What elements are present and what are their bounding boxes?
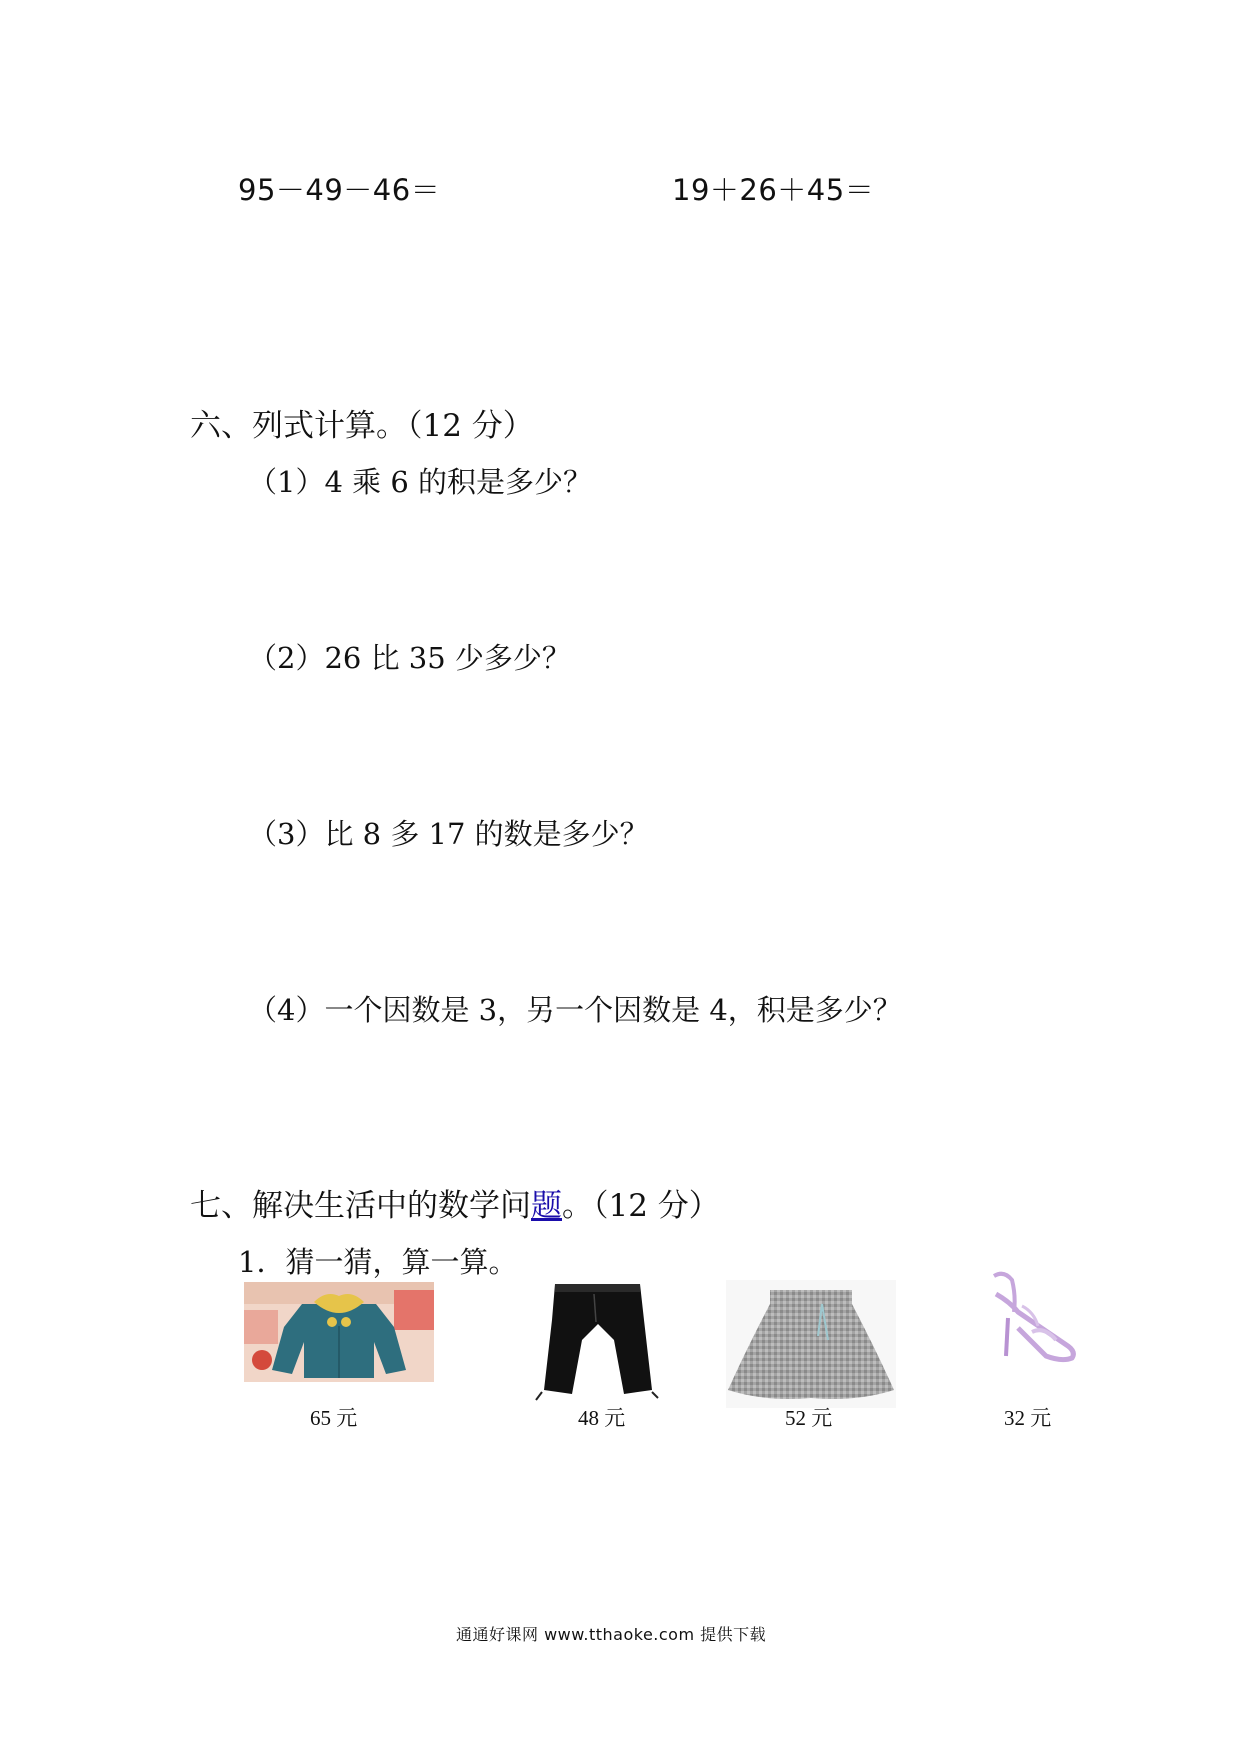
section-7-title-part2: 。（12 分） bbox=[562, 1188, 720, 1224]
section-7-title-link[interactable]: 题 bbox=[531, 1188, 562, 1224]
section-7-title bbox=[190, 1180, 720, 1225]
price-sweater: 65 元 bbox=[310, 1406, 358, 1430]
footer-text: 通通好课网 www.tthaoke.com 提供下载 bbox=[456, 1625, 767, 1644]
question-1: （1）4 乘 6 的积是多少？ bbox=[248, 465, 593, 499]
equation-1: 95－49－46＝ bbox=[238, 173, 441, 207]
question-3: （3）比 8 多 17 的数是多少？ bbox=[248, 817, 649, 851]
section-7-title-part1: 七、解决生活中的数学问 bbox=[190, 1188, 531, 1224]
high-heel-sandal-image bbox=[982, 1266, 1082, 1366]
price-sandal: 32 元 bbox=[1004, 1406, 1052, 1430]
skirt-image bbox=[726, 1280, 896, 1408]
sweater-image bbox=[244, 1282, 434, 1382]
price-skirt: 52 元 bbox=[785, 1406, 833, 1430]
question-2: （2）26 比 35 少多少？ bbox=[248, 641, 571, 675]
question-4: （4）一个因数是 3，另一个因数是 4，积是多少？ bbox=[248, 993, 902, 1027]
pants-image bbox=[530, 1280, 665, 1405]
price-pants: 48 元 bbox=[578, 1406, 626, 1430]
equation-2: 19＋26＋45＝ bbox=[672, 173, 875, 207]
section-6-title: 六、列式计算。（12 分） bbox=[190, 408, 534, 444]
section-7-subtitle: 1．猜一猜，算一算。 bbox=[238, 1245, 518, 1279]
